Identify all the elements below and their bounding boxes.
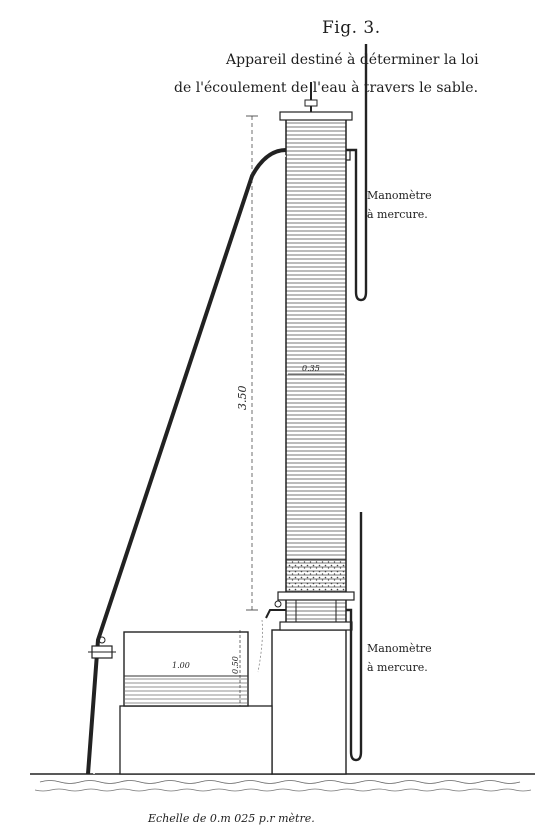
tank-depth-label: 0.50 bbox=[231, 656, 240, 674]
air-vent bbox=[305, 82, 317, 112]
caption-line-2: de l'écoulement de l'eau à travers le sable. bbox=[174, 80, 479, 96]
figure-title: Fig. 3. bbox=[322, 18, 381, 38]
column-width-label: 0.35 bbox=[302, 364, 320, 373]
height-dimension-label: 3.50 bbox=[236, 385, 249, 410]
top-manometer-label-line1: Manomètre bbox=[367, 189, 432, 202]
bottom-manometer-label-line1: Manomètre bbox=[367, 642, 432, 655]
bottom-manometer-tube bbox=[346, 512, 361, 760]
bottom-manometer-label-line2: à mercure. bbox=[367, 661, 428, 674]
top-manometer-tube bbox=[346, 44, 366, 300]
top-manometer-label bbox=[367, 186, 432, 224]
bottom-manometer-label bbox=[367, 639, 432, 677]
caption-line-1: Appareil destiné à déterminer la loi bbox=[226, 52, 479, 68]
top-manometer-label-line2: à mercure. bbox=[367, 208, 428, 221]
ground bbox=[30, 774, 535, 796]
tank-pedestal bbox=[120, 706, 272, 774]
tank-width-label: 1.00 bbox=[172, 661, 190, 670]
supply-valve-icon bbox=[88, 637, 116, 658]
scale-note: Echelle de 0.m 025 p.r mètre. bbox=[148, 812, 315, 825]
support-block bbox=[272, 630, 346, 774]
